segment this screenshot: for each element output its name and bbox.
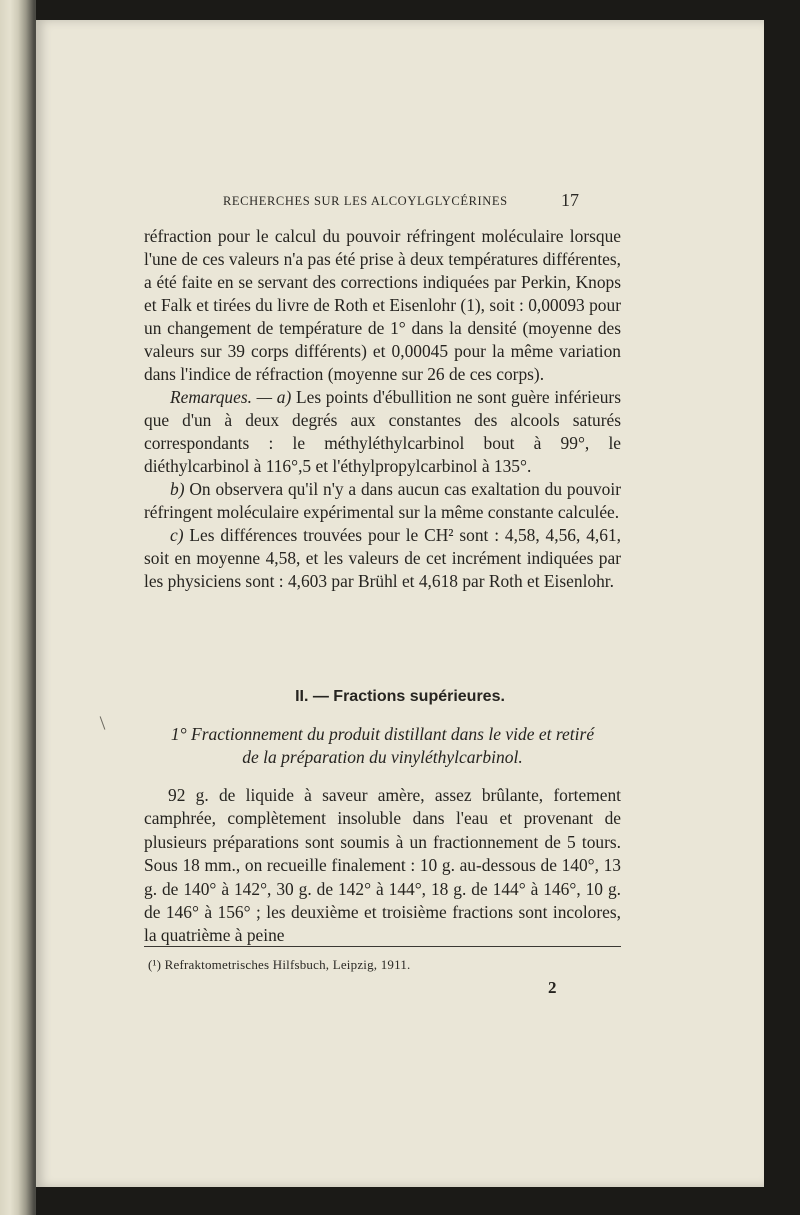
- item-b-label: b): [170, 479, 185, 499]
- paragraph-item-c: [144, 524, 621, 593]
- paragraph-remarques-text: Les points d'ébullition ne sont guère inférieurs que d'un à deux degrés aux constantes des alcools saturés correspondants : le méthyléthylcarbinol bout à 99°, le diéthylcarbinol à 116°,5 et l'éthylpropylcarbinol à 135°.: [144, 387, 621, 476]
- body-text-top: [144, 225, 621, 593]
- scan-binding-edge: [0, 0, 36, 1215]
- paragraph-refraction: réfraction pour le calcul du pouvoir réfringent moléculaire lorsque l'une de ces valeurs n'a pas été prise à deux températures différentes, a été faite en se servant des corrections indiquées par Perkin, Knops et Falk et tirées du livre de Roth et Eisenlohr (1), soit : 0,00093 pour un changement de température de 1° dans la densité (moyenne des valeurs sur 39 corps différents) et 0,00045 pour la même variation dans l'indice de réfraction (moyenne sur 26 de ces corps).: [144, 226, 621, 384]
- section-heading: II. — Fractions supérieures.: [295, 688, 505, 705]
- footnote: (¹) Refraktometrisches Hilfsbuch, Leipzig, 1911.: [148, 957, 411, 972]
- item-c-label: c): [170, 525, 184, 545]
- stray-ink-mark: [100, 716, 106, 729]
- paragraph-item-b: [144, 478, 621, 524]
- sub-heading: [140, 723, 625, 769]
- paragraph-item-c-text: Les différences trouvées pour le CH² sont : 4,58, 4,56, 4,61, soit en moyenne 4,58, et les valeurs de cet incrément indiquées par les physiciens sont : 4,603 par Brühl et 4,618 par Roth et Eisenlohr.: [144, 525, 621, 591]
- paragraph-item-b-text: On observera qu'il n'y a dans aucun cas exaltation du pouvoir réfringent moléculaire expérimental sur la même constante calculée.: [144, 479, 621, 522]
- paragraph-fractionnement: 92 g. de liquide à saveur amère, assez brûlante, fortement camphrée, complètement insoluble dans l'eau et provenant de plusieurs préparations sont soumis à un fractionnement de 5 tours. Sous 18 mm., on recueille finalement : 10 g. au-dessous de 140°, 13 g. de 140° à 142°, 30 g. de 142° à 144°, 18 g. de 144° à 146°, 10 g. de 146° à 156° ; les deuxième et troisième fractions sont incolores, la quatrième à peine: [144, 785, 621, 946]
- footnote-divider: [144, 946, 621, 947]
- sub-heading-line-2: de la préparation du vinyléthylcarbinol.: [242, 747, 523, 767]
- sub-heading-line-1: 1° Fractionnement du produit distillant dans le vide et retiré: [170, 724, 595, 744]
- remarques-label: Remarques. — a): [170, 387, 292, 407]
- body-text-bottom: [144, 784, 621, 948]
- book-page: [36, 20, 764, 1187]
- signature-mark: 2: [548, 978, 557, 997]
- page-number: 17: [561, 190, 579, 210]
- running-title: RECHERCHES SUR LES ALCOYLGLYCÉRINES: [223, 194, 508, 208]
- paragraph-remarques: [144, 386, 621, 478]
